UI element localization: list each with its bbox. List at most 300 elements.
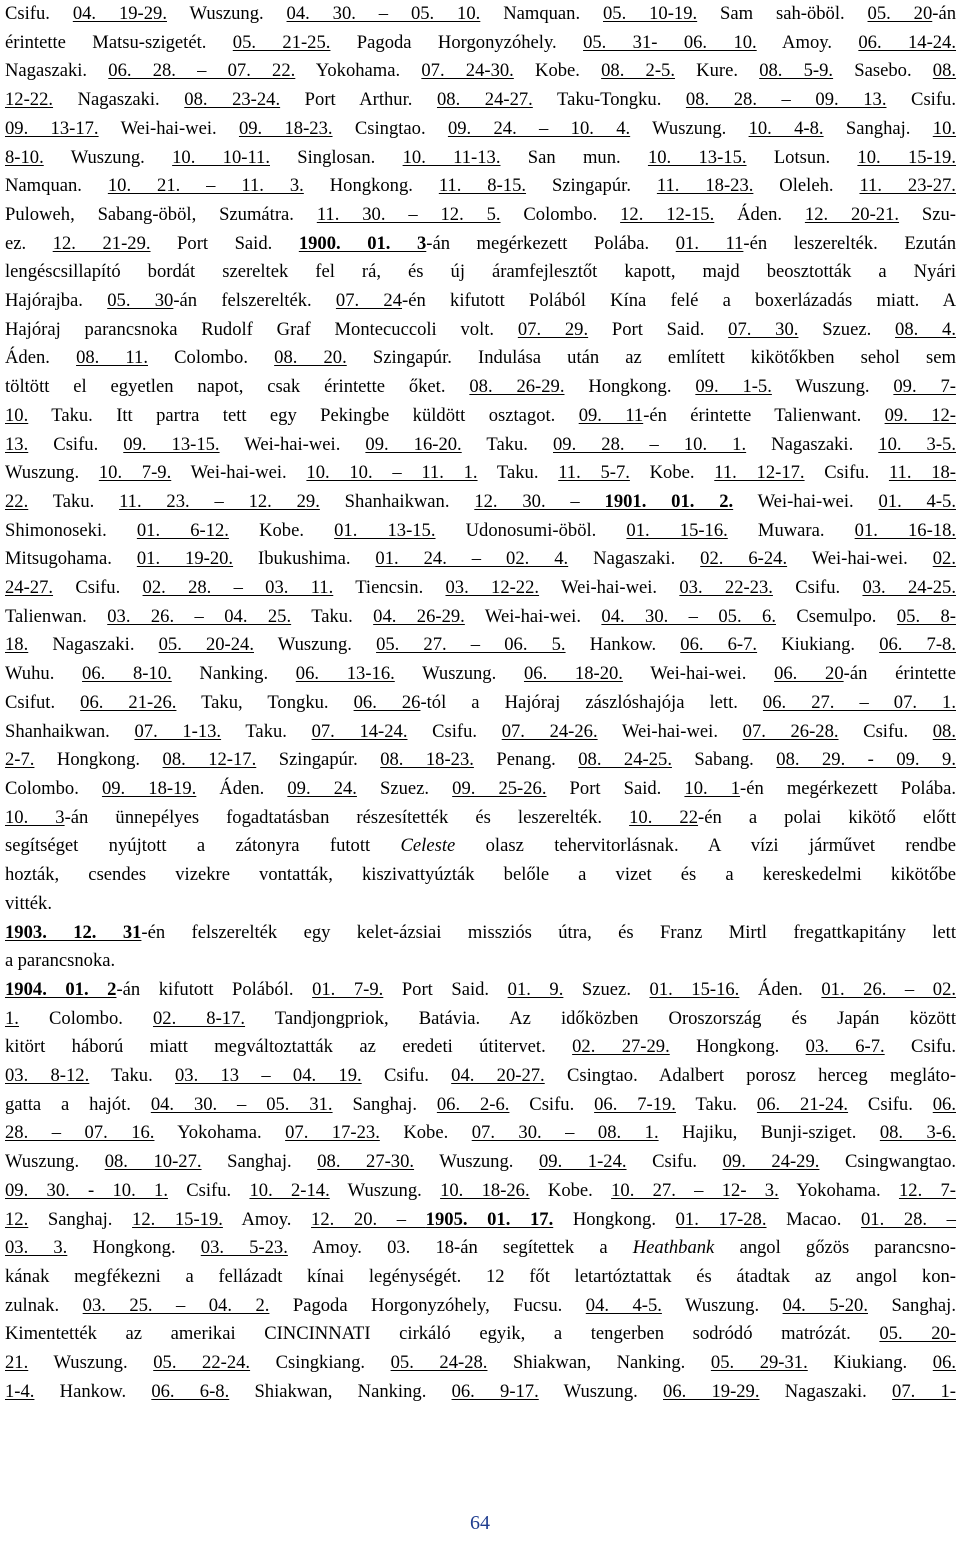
text-run: Macao. xyxy=(766,1208,861,1230)
text-run: kitört háború miatt megváltoztatták az eredeti útitervet. xyxy=(5,1036,573,1058)
text-run: Taku. xyxy=(28,490,120,512)
date-range: 09. 28. – 10. 1. xyxy=(553,433,747,455)
text-run: Penang. xyxy=(473,749,579,771)
date-range: 09. 1-5. xyxy=(695,376,772,398)
text-run: Nagaszaki. xyxy=(5,60,109,82)
text-run: Tiencsin. xyxy=(333,577,446,599)
text-line xyxy=(5,0,956,29)
text-run: Kobe. xyxy=(228,519,335,541)
text-run: kának megfékezni a fellázadt kínai legénységét. 12 főt letartóztattak és átadtak az angol kon- xyxy=(5,1265,956,1287)
text-run: Csifu. xyxy=(167,1179,250,1201)
date-range: 01. 24. – 02. 4. xyxy=(375,548,569,570)
text-line xyxy=(5,1005,956,1034)
text-line xyxy=(5,373,956,402)
date-range: 02. xyxy=(932,548,956,570)
date-range: 01. 16-18. xyxy=(854,519,957,541)
date-range: 10. 10-11. xyxy=(172,146,270,168)
text-run: Hongkong. xyxy=(553,1208,676,1230)
date-range: 05. 20-24. xyxy=(158,634,254,656)
date-range: 05. 22-24. xyxy=(153,1352,251,1374)
text-run: Szuez. xyxy=(356,777,453,799)
date-range: 10. 22 xyxy=(629,806,699,828)
date-range: 09. 13-17. xyxy=(5,117,99,139)
date-range: 06. 21-26. xyxy=(80,691,177,713)
text-line xyxy=(5,29,956,58)
text-run: Colombo. xyxy=(5,777,102,799)
date-range: 08. 28. – 09. 13. xyxy=(685,89,887,111)
text-run: Sam sah-öböl. xyxy=(697,3,868,24)
date-range: 28. – 07. 16. xyxy=(5,1122,155,1144)
text-run: Áden. xyxy=(714,203,805,225)
date-range: 22. xyxy=(5,490,29,512)
text-run: Taku. xyxy=(291,605,374,627)
text-run: Heathbank xyxy=(632,1237,715,1259)
text-run: Pagoda Horgonyzóhely. xyxy=(330,31,584,53)
text-run: Csifu. xyxy=(28,433,124,455)
date-range: 03. 12-22. xyxy=(445,577,540,599)
text-run: -án érintette xyxy=(843,663,956,685)
text-run: Hongkong. xyxy=(67,1237,201,1259)
text-line xyxy=(5,201,956,230)
date-range: 06. 21-24. xyxy=(756,1093,849,1115)
text-run: Csemulpo. xyxy=(775,605,897,627)
text-line xyxy=(5,316,956,345)
text-run: Port Arthur. xyxy=(280,89,437,111)
date-range: 09. 24-29. xyxy=(722,1151,820,1173)
date-range: 06. 7-19. xyxy=(594,1093,676,1115)
text-run: Kure. xyxy=(675,60,760,82)
date-range: 05. 27. – 06. 5. xyxy=(376,634,566,656)
text-run: Muwara. xyxy=(727,519,855,541)
text-run: Amoy. xyxy=(756,31,859,53)
date-range: 08. 11. xyxy=(76,347,148,369)
text-run: -én felszerelték egy kelet-ázsiai missziós útra, és Franz Mirtl fregattkapitány lett xyxy=(141,921,956,943)
text-run: Shiakwan, Nanking. xyxy=(487,1352,711,1374)
date-range: 05. 10-19. xyxy=(603,3,698,24)
text-run: Singlosan. xyxy=(270,146,403,168)
date-range: 09. 12- xyxy=(884,404,956,426)
date-range: 09. 18-23. xyxy=(238,117,333,139)
date-range: 05. 24-28. xyxy=(390,1352,488,1374)
date-range: 06. 7-8. xyxy=(879,634,956,656)
text-run: Wei-hai-wei. xyxy=(171,462,307,484)
date-range: 06. 26 xyxy=(353,691,421,713)
text-run: Port Said. xyxy=(588,318,729,340)
text-run: Csingwangtao. xyxy=(819,1151,957,1173)
text-run: Áden. xyxy=(739,978,822,1000)
text-run: Kobe. xyxy=(529,1179,612,1201)
text-line xyxy=(5,1292,956,1321)
text-run: Nagaszaki. xyxy=(28,634,159,656)
date-range: 10. 15-19. xyxy=(857,146,956,168)
text-run: Celeste xyxy=(400,835,456,857)
text-run: Csifu. xyxy=(884,1036,956,1058)
date-range: 2-7. xyxy=(5,749,35,771)
text-run: Csingtao. xyxy=(332,117,448,139)
text-run: Csifu. xyxy=(53,577,143,599)
text-run: San mun. xyxy=(500,146,648,168)
text-run: Wei-hai-wei. xyxy=(787,548,933,570)
date-range: 02. 8-17. xyxy=(152,1007,246,1029)
text-run: Wuszung. xyxy=(538,1380,664,1402)
text-run: Csifu. xyxy=(361,1065,452,1087)
text-run: Nanking. xyxy=(171,663,296,685)
date-range: 09. 24. – 10. 4. xyxy=(447,117,631,139)
date-range: 07. 1- xyxy=(892,1380,956,1402)
text-run: Taku. xyxy=(461,433,553,455)
text-line xyxy=(5,832,956,861)
text-run: Amoy. 03. 18-án segítettek a xyxy=(287,1237,633,1259)
text-run: Colombo. xyxy=(18,1007,153,1029)
text-run: Hajóraj parancsnoka Rudolf Graf Montecuccoli volt. xyxy=(5,318,518,340)
date-range: 01. 6-12. xyxy=(136,519,229,541)
text-line xyxy=(5,574,956,603)
date-range: 07. 24-26. xyxy=(501,720,598,742)
text-run: Pagoda Horgonyzóhely, Fucsu. xyxy=(269,1294,586,1316)
text-run: Kobe. xyxy=(513,60,602,82)
text-run: Kiukiang. xyxy=(807,1352,933,1374)
text-line xyxy=(5,1263,956,1292)
text-run: Namquan. xyxy=(5,175,108,197)
text-line xyxy=(5,919,956,948)
text-run: Hongkong. xyxy=(34,749,163,771)
date-range: 13. xyxy=(5,433,29,455)
text-run: Colombo. xyxy=(500,203,621,225)
text-line xyxy=(5,603,956,632)
date-range: 09. 7- xyxy=(893,376,956,398)
text-run: ez. xyxy=(5,232,53,254)
text-line xyxy=(5,861,956,890)
date-range: 09. 25-26. xyxy=(452,777,547,799)
date-range: 12. 20-21. xyxy=(804,203,900,225)
date-range: 06. 8-10. xyxy=(82,663,172,685)
text-run: Kiukiang. xyxy=(757,634,880,656)
date-range: 08. 26-29. xyxy=(469,376,565,398)
date-range: 10. 10. – 11. 1. xyxy=(306,462,478,484)
text-run: Sanghaj. xyxy=(868,1294,956,1316)
text-run: Hongkong. xyxy=(669,1036,806,1058)
text-run: Lotsun. xyxy=(746,146,858,168)
date-range: 08. 18-23. xyxy=(380,749,474,771)
date-range: 08. 24-27. xyxy=(436,89,533,111)
text-run: Szingapúr. Indulása után az említett kikötőkben sehol sem xyxy=(346,347,956,369)
text-line xyxy=(5,545,956,574)
date-range: 09. 18-19. xyxy=(101,777,197,799)
date-range: 05. 20 xyxy=(867,3,933,24)
text-run: Csingtao. Adalbert porosz herceg megláto- xyxy=(544,1065,957,1087)
date-range: 08. 2-5. xyxy=(601,60,675,82)
date-range: 06. 6-8. xyxy=(151,1380,230,1402)
text-run: Szu- xyxy=(899,203,956,225)
text-run: Wuszung. xyxy=(394,663,524,685)
text-run: Sanghaj. xyxy=(823,117,933,139)
text-run: Nagaszaki. xyxy=(746,433,879,455)
date-range: 06. 13-16. xyxy=(295,663,395,685)
text-run: Csifu. xyxy=(804,462,889,484)
text-run: Mitsugohama. xyxy=(5,548,137,570)
text-run: lengéscsillapító bordát szereltek fel rá, és új áramfejlesztőt kapott, majd beosztották a Nyári xyxy=(5,261,956,283)
date-range: 06. xyxy=(932,1093,956,1115)
date-range: 05. 30 xyxy=(107,290,174,312)
text-run: Port Said. xyxy=(383,978,508,1000)
text-run: Taku. xyxy=(675,1093,757,1115)
text-run: Yokohama. xyxy=(295,60,422,82)
date-range: 11. 23. – 12. 29. xyxy=(119,490,320,512)
date-range: 1901. 01. 2. xyxy=(604,490,734,512)
text-run: Udonosumi-öböl. xyxy=(435,519,627,541)
date-range: 12. xyxy=(5,1208,29,1230)
date-range: 02. 28. – 03. 11. xyxy=(142,577,334,599)
text-run: -én leszerelték. Ezután xyxy=(743,232,956,254)
text-line xyxy=(5,1206,956,1235)
text-run: Port Said. xyxy=(546,777,685,799)
text-run: Csifu. xyxy=(509,1093,595,1115)
date-range: 12-22. xyxy=(5,89,54,111)
text-run: -án xyxy=(932,3,956,24)
text-run: Nagaszaki. xyxy=(759,1380,893,1402)
text-run: Taku. Itt partra tett egy Pekingbe küldött osztagot. xyxy=(28,404,579,426)
text-run: Wei-hai-wei. xyxy=(733,490,879,512)
date-range: 01. 15-16. xyxy=(649,978,740,1000)
date-range: 07. 26-28. xyxy=(742,720,839,742)
date-range: 09. 16-20. xyxy=(365,433,462,455)
text-run: Namquan. xyxy=(480,3,603,24)
text-run: -én kifutott Polából Kína felé a boxerlázadás miatt. A xyxy=(402,290,956,312)
text-line xyxy=(5,57,956,86)
text-run: segítséget nyújtott a zátonyra futott xyxy=(5,835,401,857)
text-run: Szingapúr. xyxy=(526,175,657,197)
date-range: 12. 30. – xyxy=(474,490,605,512)
date-range: 06. xyxy=(932,1352,957,1374)
text-line xyxy=(5,287,956,316)
date-range: 1900. 01. 3 xyxy=(298,232,427,254)
text-run: Wuszung. xyxy=(5,1151,105,1173)
text-run: Wuszung. xyxy=(630,117,749,139)
text-run: Wei-hai-wei. xyxy=(597,720,743,742)
text-run: Nagaszaki. xyxy=(568,548,701,570)
text-run: Shiakwan, Nanking. xyxy=(229,1380,452,1402)
text-run: zulnak. xyxy=(5,1294,83,1316)
date-range: 08. 20. xyxy=(274,347,347,369)
text-line xyxy=(5,947,956,976)
text-line xyxy=(5,1349,956,1378)
date-range: 01. 9. xyxy=(507,978,564,1000)
date-range: 04. 19-29. xyxy=(72,3,167,24)
text-run: Hongkong. xyxy=(303,175,439,197)
date-range: 06. 18-20. xyxy=(523,663,623,685)
page-number: 64 xyxy=(470,1512,490,1534)
date-range: 09. 11 xyxy=(578,404,644,426)
text-run: Hankow. xyxy=(565,634,681,656)
text-line xyxy=(5,689,956,718)
text-line xyxy=(5,144,956,173)
text-run: Wuszung. xyxy=(28,1352,154,1374)
text-line xyxy=(5,172,956,201)
text-run: Nagaszaki. xyxy=(53,89,185,111)
text-run: Hajiku, Bunji-sziget. xyxy=(658,1122,880,1144)
text-run: Taku, Tongku. xyxy=(176,691,354,713)
date-range: 8-10. xyxy=(5,146,44,168)
text-run: -án felszerelték. xyxy=(173,290,336,312)
date-range: 12. 12-15. xyxy=(620,203,715,225)
text-line xyxy=(5,1119,956,1148)
date-range: 01. 26. – 02. xyxy=(821,978,957,1000)
text-line xyxy=(5,488,956,517)
text-line xyxy=(5,1378,956,1407)
text-line xyxy=(5,1234,956,1263)
text-run: Wuszung. xyxy=(661,1294,783,1316)
text-run: Szuez. xyxy=(798,318,896,340)
text-run: Sasebo. xyxy=(833,60,933,82)
text-run: Csifu. xyxy=(838,720,933,742)
text-run: Szingapúr. xyxy=(256,749,381,771)
date-range: 24-27. xyxy=(5,577,54,599)
date-range: 11. 23-27. xyxy=(859,175,956,197)
text-run: Amoy. xyxy=(222,1208,312,1230)
date-range: 10. 18-26. xyxy=(440,1179,530,1201)
text-run: vitték. xyxy=(5,892,52,914)
date-range: 03. 5-23. xyxy=(200,1237,288,1259)
text-run: Hankow. xyxy=(34,1380,152,1402)
date-range: 08. 10-27. xyxy=(104,1151,202,1173)
text-run: Wuszung. xyxy=(771,376,894,398)
date-range: 07. 30. – 08. 1. xyxy=(471,1122,659,1144)
date-range: 03. 22-23. xyxy=(679,577,773,599)
date-range: 05. 20- xyxy=(879,1323,956,1345)
text-run: Wuszung. xyxy=(5,462,99,484)
text-run: Wei-hai-wei. xyxy=(219,433,366,455)
date-range: 11. 12-17. xyxy=(714,462,805,484)
date-range: 11. 18- xyxy=(888,462,956,484)
date-range: 02. 6-24. xyxy=(700,548,788,570)
date-range: 07. 29. xyxy=(517,318,589,340)
text-run: -én megérkezett Polába. xyxy=(740,777,957,799)
date-range: 01. 19-20. xyxy=(136,548,234,570)
text-line xyxy=(5,402,956,431)
date-range: 1905. 01. 17. xyxy=(425,1208,554,1230)
text-run: hozták, csendes vizekre vontatták, kiszivattyúzták belőle a vizet és a kereskedelmi kikötőbe xyxy=(5,864,956,886)
date-range: 07. 24 xyxy=(335,290,403,312)
text-run: Sanghaj. xyxy=(332,1093,437,1115)
date-range: 10. xyxy=(932,117,957,139)
date-range: 06. 20 xyxy=(774,663,844,685)
date-range: 12. 20. – xyxy=(311,1208,426,1230)
text-line xyxy=(5,1033,956,1062)
text-run: Wuhu. xyxy=(5,663,83,685)
text-run: Hongkong. xyxy=(564,376,696,398)
text-run: Kobe. xyxy=(629,462,715,484)
text-run: Csingkiang. xyxy=(250,1352,391,1374)
text-line xyxy=(5,1177,956,1206)
date-range: 04. 20-27. xyxy=(451,1065,545,1087)
date-range: 08. 27-30. xyxy=(317,1151,415,1173)
date-range: 01. 7-9. xyxy=(312,978,384,1000)
text-run: Wuszung. xyxy=(43,146,173,168)
date-range: 1. xyxy=(5,1007,19,1029)
date-range: 11. 18-23. xyxy=(656,175,754,197)
date-range: 08. 5-9. xyxy=(759,60,834,82)
text-run: a parancsnoka. xyxy=(5,950,116,972)
text-run: Yokohama. xyxy=(154,1122,286,1144)
date-range: 1904. 01. 2 xyxy=(5,978,117,1000)
date-range: 12. 21-29. xyxy=(52,232,151,254)
body-text xyxy=(5,0,956,1406)
text-run: -én a polai kikötő előtt xyxy=(698,806,957,828)
date-range: 10. 13-15. xyxy=(647,146,747,168)
date-range: 10. 4-8. xyxy=(748,117,824,139)
date-range: 01. 28. – xyxy=(860,1208,956,1230)
text-run: -án ünnepélyes fogadtatásban részesítették és leszerelték. xyxy=(64,806,630,828)
text-line xyxy=(5,746,956,775)
date-range: 08. 3-6. xyxy=(879,1122,956,1144)
date-range: 21. xyxy=(5,1352,29,1374)
text-line xyxy=(5,1320,956,1349)
text-run: Taku. xyxy=(477,462,559,484)
text-run: Kimentették az amerikai CINCINNATI cirkáló egyik, a tengerben sodródó matrózát. xyxy=(5,1323,880,1345)
date-range: 08. xyxy=(932,720,956,742)
text-run: Taku-Tongku. xyxy=(532,89,686,111)
date-range: 07. 14-24. xyxy=(311,720,408,742)
date-range: 10. 3-5. xyxy=(878,433,956,455)
date-range: 05. 31- 06. 10. xyxy=(583,31,757,53)
text-run: Shimonoseki. xyxy=(5,519,137,541)
text-run: Shanhaikwan. xyxy=(5,720,135,742)
date-range: 04. 30. – 05. 31. xyxy=(150,1093,333,1115)
date-range: 10. xyxy=(5,404,29,426)
date-range: 07. 17-23. xyxy=(285,1122,380,1144)
date-range: 06. 6-7. xyxy=(680,634,758,656)
date-range: 11. 8-15. xyxy=(438,175,527,197)
text-run: Wei-hai-wei. xyxy=(622,663,775,685)
text-line xyxy=(5,431,956,460)
text-run: gatta a hajót. xyxy=(5,1093,151,1115)
text-run: Csifu. xyxy=(772,577,863,599)
text-line xyxy=(5,517,956,546)
text-run: -án megérkezett Polába. xyxy=(426,232,676,254)
date-range: 06. 27. – 07. 1. xyxy=(762,691,956,713)
date-range: 10. 1 xyxy=(684,777,741,799)
date-range: 18. xyxy=(5,634,29,656)
date-range: 04. 30. – 05. 10. xyxy=(286,3,481,24)
text-run: Szuez. xyxy=(563,978,650,1000)
date-range: 03. 26. – 04. 25. xyxy=(107,605,292,627)
date-range: 08. 4. xyxy=(895,318,956,340)
date-range: 12. 15-19. xyxy=(132,1208,223,1230)
date-range: 03. 6-7. xyxy=(805,1036,885,1058)
date-range: 1-4. xyxy=(5,1380,35,1402)
text-run: Wei-hai-wei. xyxy=(464,605,602,627)
text-run: Port Said. xyxy=(150,232,299,254)
text-line xyxy=(5,258,956,287)
date-range: 12. 7- xyxy=(898,1179,956,1201)
date-range: 08. 24-25. xyxy=(578,749,672,771)
date-range: 03. 3. xyxy=(5,1237,68,1259)
text-run: Wuszung. xyxy=(166,3,287,24)
date-range: 08. 29. - 09. 9. xyxy=(776,749,956,771)
date-range: 01. 15-16. xyxy=(626,519,728,541)
date-range: 07. 24-30. xyxy=(421,60,514,82)
date-range: 06. 19-29. xyxy=(663,1380,760,1402)
text-run: Csifu. xyxy=(5,3,73,24)
date-range: 06. 14-24. xyxy=(858,31,957,53)
text-line xyxy=(5,86,956,115)
text-run: Áden. xyxy=(196,777,288,799)
text-run: Yokohama. xyxy=(778,1179,899,1201)
date-range: 08. 23-24. xyxy=(184,89,281,111)
text-run: Oleleh. xyxy=(753,175,860,197)
date-range: 09. 1-24. xyxy=(538,1151,627,1173)
date-range: 06. 2-6. xyxy=(436,1093,510,1115)
